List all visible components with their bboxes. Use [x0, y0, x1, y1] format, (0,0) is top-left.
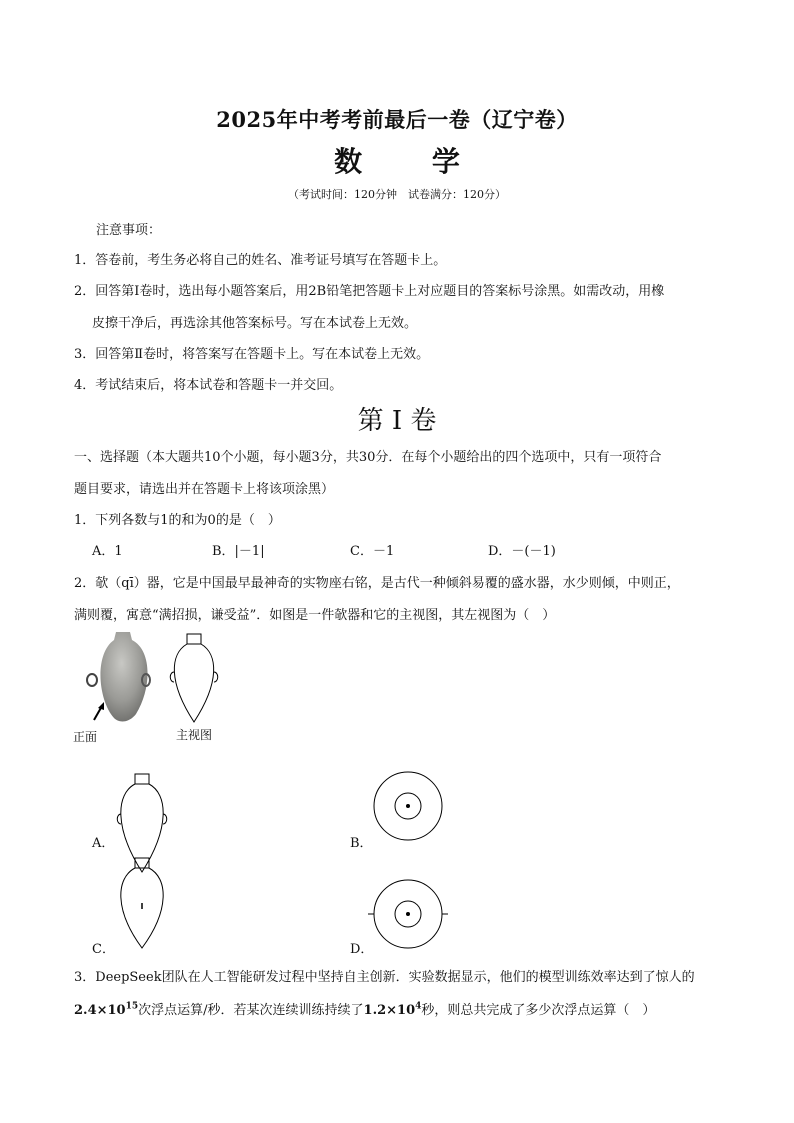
q2-option-c: C． [92, 942, 115, 957]
option-d-diagram [366, 876, 450, 956]
note-item-2: 2．回答第Ⅰ卷时，选出每小题答案后，用2B铅笔把答题卡上对应题目的答案标号涂黑。如需改动，用橡 [74, 284, 665, 299]
note-item-1: 1．答卷前，考生务必将自己的姓名、准考证号填写在答题卡上。 [74, 253, 447, 268]
q2-stem-2: 满则覆，寓意“满招损，谦受益”．如图是一件欹器和它的主视图，其左视图为（ ） [74, 608, 556, 623]
q3-dur-base: 10 [397, 1003, 416, 1018]
q3-dur-coef: 1.2× [363, 1003, 398, 1018]
note-item-3: 3．回答第Ⅱ卷时，将答案写在答题卡上。写在本试卷上无效。 [74, 347, 430, 362]
option-b-diagram [368, 770, 448, 850]
q1-option-d: D．－(－1) [488, 544, 556, 559]
q3-rate-tail: 次浮点运算/秒．若某次连续训练持续了 [138, 1003, 364, 1018]
q1-option-c: C．－1 [350, 544, 395, 559]
q3-dur-exp: 4 [415, 1001, 422, 1012]
exam-title: 2025年中考考前最后一卷（辽宁卷） [216, 107, 578, 132]
q1-stem: 1．下列各数与1的和为0的是（ ） [74, 513, 281, 528]
q3-rate-base: 10 [107, 1003, 126, 1018]
q2-option-b: B． [350, 836, 373, 851]
q3-dur-tail: 秒，则总共完成了多少次浮点运算（ ） [421, 1003, 656, 1018]
q3-rate-coef: 2.4× [74, 1003, 108, 1018]
section-intro-1: 一、选择题（本大题共10个小题，每小题3分，共30分．在每个小题给出的四个选项中，只有一项符合 [74, 450, 662, 465]
q3-stem-1 [74, 966, 695, 985]
note-item-2-cont: 皮擦干净后，再选涂其他答案标号。写在本试卷上无效。 [92, 316, 418, 331]
note-item-4: 4．考试结束后，将本试卷和答题卡一并交回。 [74, 378, 343, 393]
vessel-photo [80, 628, 160, 728]
q2-stem-1: 2．欹（qī）器，它是中国最早最神奇的实物座右铭，是古代一种倾斜易覆的盛水器，水少则倾，中则正， [74, 576, 680, 591]
subject-title: 数 学 [334, 145, 490, 178]
q3-stem-1-text: 3．DeepSeek团队在人工智能研发过程中坚持自主创新．实验数据显示，他们的模型训练效率达到了惊人的 [74, 970, 695, 985]
q3-rate-exp: 15 [125, 1001, 139, 1012]
q2-option-a: A． [92, 836, 115, 851]
q1-option-a: A．1 [92, 544, 123, 559]
notes-heading: 注意事项： [96, 223, 162, 238]
photo-label: 正面 [73, 730, 98, 744]
exam-info: （考试时间：120分钟 试卷满分：120分） [288, 188, 506, 201]
q1-option-b: B．|－1| [212, 544, 265, 559]
section-title: 第 I 卷 [357, 406, 437, 436]
section-intro-2: 题目要求，请选出并在答题卡上将该项涂黑） [74, 482, 335, 497]
option-c-diagram [110, 856, 174, 952]
q3-stem-2 [74, 999, 655, 1018]
q2-option-d: D． [350, 942, 374, 957]
main-view-label: 主视图 [176, 728, 213, 742]
main-view-diagram [168, 632, 228, 728]
